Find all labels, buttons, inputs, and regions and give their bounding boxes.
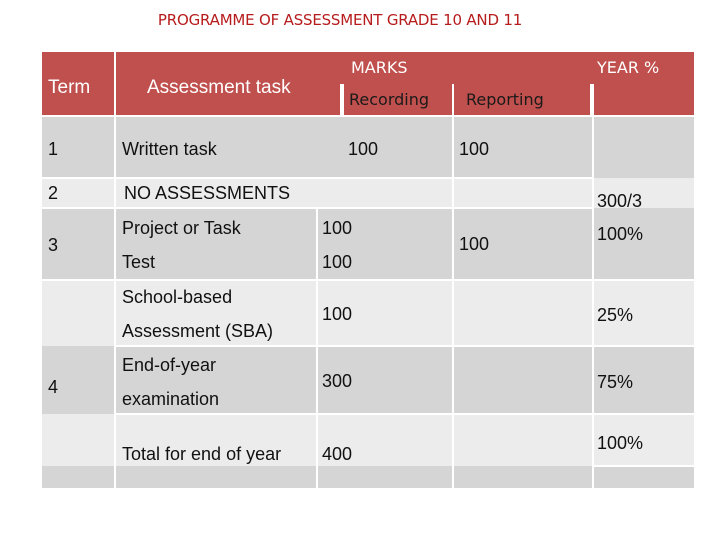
row-divider — [42, 177, 592, 179]
term-1-recording: 100 — [348, 139, 379, 159]
term-1-label: 1 — [48, 139, 59, 159]
term-2-year: 300/3 — [597, 191, 643, 211]
term-3-test-recording: 100 — [322, 252, 353, 272]
row-divider — [42, 207, 592, 209]
term-4-eoy-year: 75% — [597, 372, 634, 392]
term-3-year: 100% — [597, 224, 644, 244]
row-divider — [42, 279, 114, 281]
header-year-percent: YEAR % — [597, 58, 660, 77]
term-4-total-recording: 400 — [322, 444, 353, 464]
term-4-total-label: Total for end of year — [122, 444, 282, 464]
row-divider — [114, 413, 694, 415]
header-term: Term — [48, 77, 91, 98]
term-1-reporting: 100 — [459, 139, 490, 159]
term-2-label: 2 — [48, 183, 59, 203]
term-3-task-test: Test — [122, 252, 156, 272]
row-divider — [592, 465, 694, 467]
header-assessment-task: Assessment task — [147, 77, 291, 98]
term-4-total-year: 100% — [597, 433, 644, 453]
term-4-sba-line1: School-based — [122, 287, 233, 307]
term-4-eoy-recording: 300 — [322, 371, 353, 391]
term-1-task: Written task — [122, 139, 217, 159]
term-4-sba-year: 25% — [597, 305, 634, 325]
row-divider — [114, 345, 694, 347]
term-3-task-project: Project or Task — [122, 218, 241, 238]
term-3-label: 3 — [48, 235, 59, 255]
column-divider — [452, 84, 454, 488]
term-4-eoy-line1: End-of-year — [122, 355, 217, 375]
term-3-project-recording: 100 — [322, 218, 353, 238]
column-divider — [592, 84, 594, 488]
column-divider — [316, 208, 318, 488]
row-divider — [114, 279, 694, 281]
header-recording: Recording — [349, 90, 430, 109]
header-reporting: Reporting — [466, 90, 544, 109]
term-2-task: NO ASSESSMENTS — [124, 183, 291, 203]
header-marks: MARKS — [351, 58, 408, 77]
term-4-sba-recording: 100 — [322, 304, 353, 324]
page-title: PROGRAMME OF ASSESSMENT GRADE 10 AND 11 — [157, 11, 523, 29]
row-divider — [42, 115, 694, 117]
column-divider — [114, 52, 116, 488]
term-4-label: 4 — [48, 377, 59, 397]
term-3-reporting: 100 — [459, 234, 490, 254]
term-4-sba-line2: Assessment (SBA) — [122, 321, 274, 341]
table-row — [42, 466, 694, 488]
term-4-eoy-line2: examination — [122, 389, 220, 409]
